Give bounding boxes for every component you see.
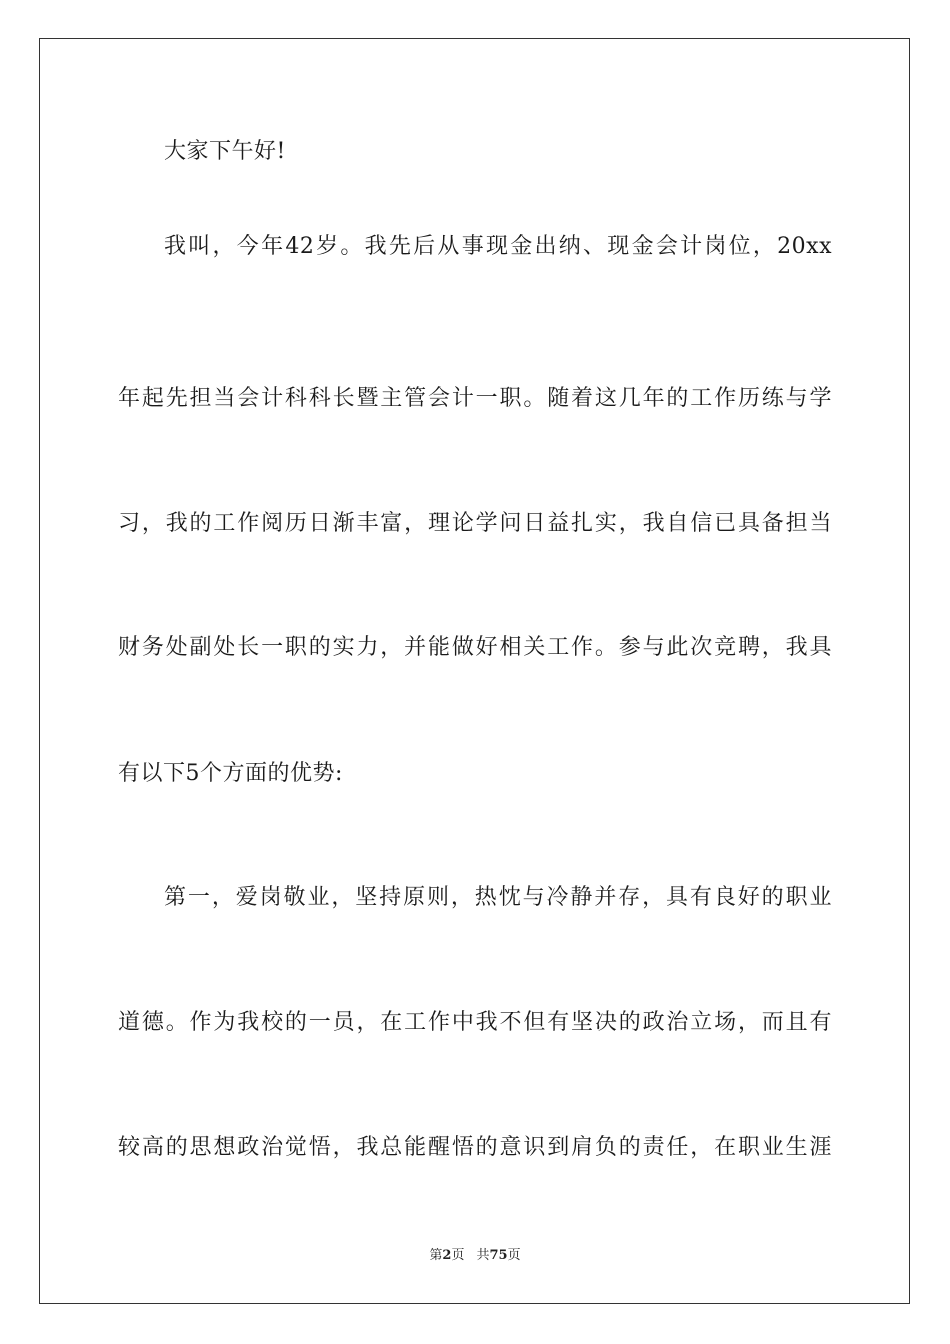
paragraph-line: 第一，爱岗敬业，坚持原则，热忱与冷静并存，具有良好的职业 bbox=[164, 885, 832, 910]
total-prefix: 共 bbox=[476, 1248, 490, 1263]
page-prefix: 第 bbox=[429, 1248, 443, 1263]
paragraph-greeting: 大家下午好! bbox=[164, 139, 286, 164]
page-suffix: 页 bbox=[451, 1248, 465, 1263]
paragraph-line: 年起先担当会计科科长暨主管会计一职。随着这几年的工作历练与学 bbox=[118, 386, 832, 411]
total-pages: 75 bbox=[489, 1248, 508, 1263]
paragraph-line: 习，我的工作阅历日渐丰富，理论学问日益扎实，我自信已具备担当 bbox=[118, 511, 832, 536]
paragraph-line: 财务处副处长一职的实力，并能做好相关工作。参与此次竞聘，我具 bbox=[118, 635, 832, 660]
page-border bbox=[39, 38, 910, 1304]
paragraph-line: 较高的思想政治觉悟，我总能醒悟的意识到肩负的责任，在职业生涯 bbox=[118, 1135, 832, 1160]
page-number: 2 bbox=[442, 1248, 452, 1263]
page-footer bbox=[0, 1247, 950, 1265]
paragraph-line: 道德。作为我校的一员，在工作中我不但有坚决的政治立场，而且有 bbox=[118, 1010, 832, 1035]
paragraph-line: 我叫，今年42岁。我先后从事现金出纳、现金会计岗位，20xx bbox=[164, 234, 832, 259]
paragraph-line: 有以下5个方面的优势: bbox=[118, 761, 343, 786]
total-suffix: 页 bbox=[507, 1248, 521, 1263]
